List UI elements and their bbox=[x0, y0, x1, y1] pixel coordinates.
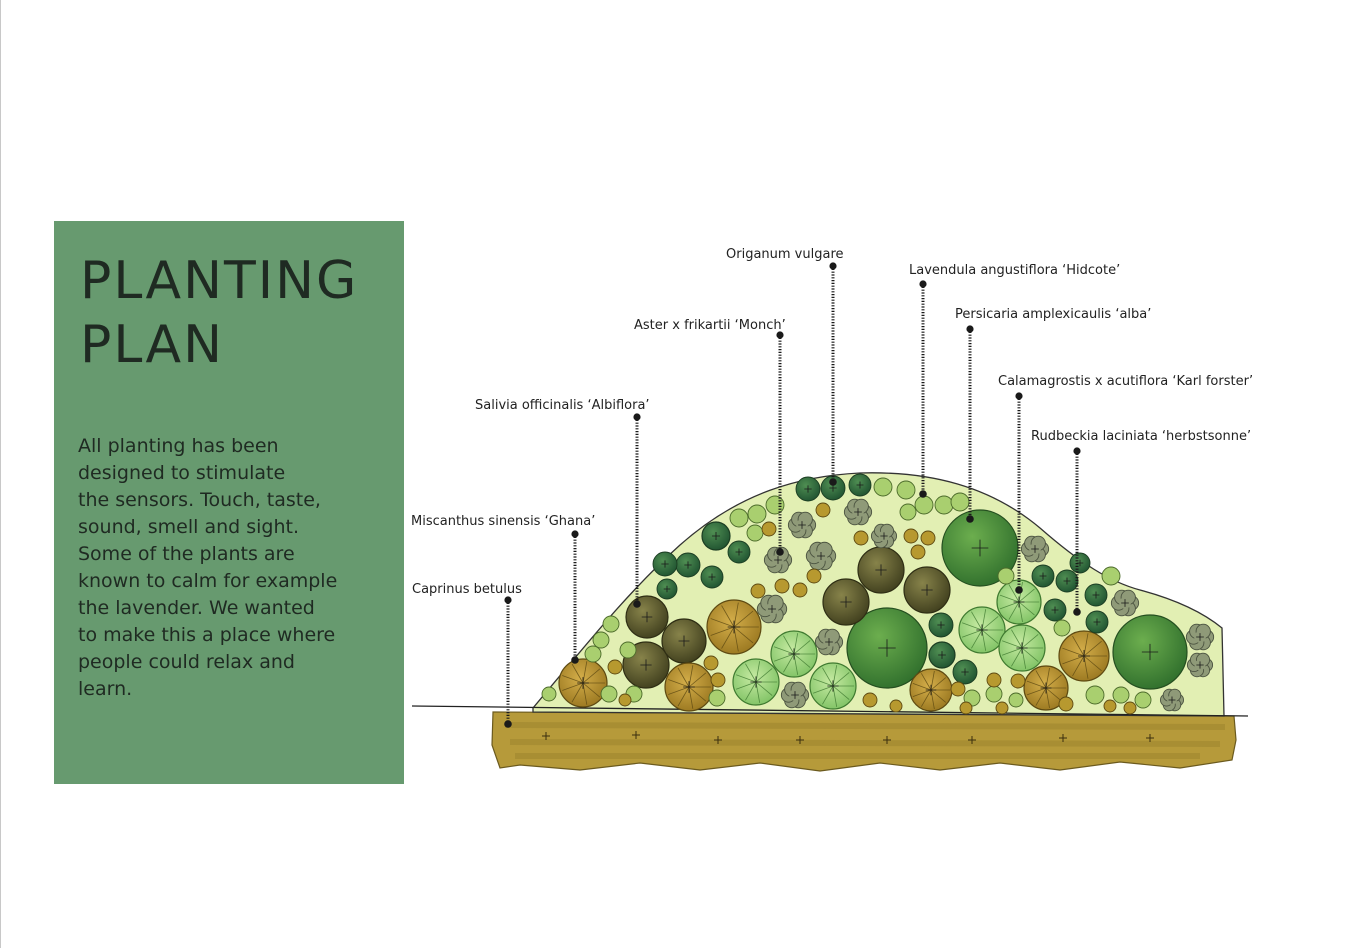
shrub-dark-green bbox=[929, 642, 955, 668]
perennial-small-ochre bbox=[996, 702, 1008, 714]
label-calamagrostis: Calamagrostis x acutiflora ‘Karl forster’ bbox=[998, 374, 1254, 389]
perennial-small-ochre bbox=[951, 682, 965, 696]
grass-ochre bbox=[559, 659, 607, 707]
perennial-small-ochre bbox=[1124, 702, 1136, 714]
perennial-light-green bbox=[1102, 567, 1120, 585]
perennial-grey-green bbox=[815, 629, 842, 655]
perennial-grey-green bbox=[1111, 590, 1138, 616]
perennial-grey-green bbox=[1186, 624, 1213, 650]
grass-pale-green bbox=[733, 659, 779, 705]
label-origanum: Origanum vulgare bbox=[726, 247, 844, 262]
perennial-grey-green bbox=[1187, 653, 1212, 677]
perennial-small-ochre bbox=[987, 673, 1001, 687]
perennial-light-green bbox=[935, 496, 953, 514]
shrub-dark-green bbox=[849, 474, 871, 496]
shrub-dark-green bbox=[1044, 599, 1066, 621]
perennial-grey-green bbox=[757, 595, 786, 623]
perennial-small-ochre bbox=[608, 660, 622, 674]
grass-pale-green bbox=[810, 663, 856, 709]
grass-pale-green bbox=[959, 607, 1005, 653]
perennial-grey-green bbox=[1160, 689, 1183, 711]
shrub-dark-green bbox=[702, 522, 730, 550]
shrub-olive bbox=[626, 596, 668, 638]
perennial-light-green bbox=[897, 481, 915, 499]
shrub-olive bbox=[662, 619, 706, 663]
perennial-grey-green bbox=[1021, 536, 1048, 562]
label-rudbeckia: Rudbeckia laciniata ‘herbstsonne’ bbox=[1031, 429, 1252, 444]
perennial-small-ochre bbox=[1059, 697, 1073, 711]
perennial-small-ochre bbox=[793, 583, 807, 597]
shrub-olive bbox=[858, 547, 904, 593]
perennial-small-ochre bbox=[807, 569, 821, 583]
perennial-small-ochre bbox=[1104, 700, 1116, 712]
description-text: All planting has been designed to stimulate the sensors. Touch, taste, sound, smell and sight. Some of the plants are known to calm for example the lavender. We wanted to make this a place where people could relax and learn. bbox=[78, 435, 338, 700]
perennial-light-green bbox=[1113, 687, 1129, 703]
perennial-light-green bbox=[951, 493, 969, 511]
leader-line bbox=[504, 596, 512, 727]
shrub-dark-green bbox=[1085, 584, 1107, 606]
leader-line bbox=[571, 530, 579, 663]
shrub-dark-green bbox=[701, 566, 723, 588]
perennial-small-ochre bbox=[854, 531, 868, 545]
label-persicaria: Persicaria amplexicaulis ‘alba’ bbox=[955, 307, 1152, 322]
shrub-dark-green bbox=[1032, 565, 1054, 587]
perennial-light-green bbox=[874, 478, 892, 496]
leader-line bbox=[633, 413, 641, 607]
perennial-light-green bbox=[601, 686, 617, 702]
perennial-light-green bbox=[593, 632, 609, 648]
perennial-grey-green bbox=[871, 524, 896, 548]
grass-pale-green bbox=[999, 625, 1045, 671]
shrub-dark-green bbox=[676, 553, 700, 577]
shrub-dark-green bbox=[1056, 570, 1078, 592]
perennial-small-ochre bbox=[863, 693, 877, 707]
perennial-small-ochre bbox=[775, 579, 789, 593]
shrub-dark-green bbox=[929, 613, 953, 637]
perennial-light-green bbox=[986, 686, 1002, 702]
shrub-dark-green bbox=[796, 477, 820, 501]
label-caprinus: Caprinus betulus bbox=[412, 582, 522, 597]
label-lavendula: Lavendula angustiflora ‘Hidcote’ bbox=[909, 263, 1121, 278]
perennial-small-ochre bbox=[904, 529, 918, 543]
shrub-large-green bbox=[1113, 615, 1187, 689]
perennial-light-green bbox=[900, 504, 916, 520]
perennial-light-green bbox=[1135, 692, 1151, 708]
label-aster: Aster x frikartii ‘Monch’ bbox=[634, 318, 786, 333]
perennial-small-ochre bbox=[751, 584, 765, 598]
perennial-small-ochre bbox=[911, 545, 925, 559]
label-miscanthus: Miscanthus sinensis ‘Ghana’ bbox=[411, 514, 596, 529]
perennial-light-green bbox=[1009, 693, 1023, 707]
leader-line bbox=[919, 280, 927, 497]
perennial-light-green bbox=[542, 687, 556, 701]
perennial-grey-green bbox=[781, 682, 808, 708]
shrub-dark-green bbox=[728, 541, 750, 563]
shrub-dark-green bbox=[657, 579, 677, 599]
perennial-small-ochre bbox=[960, 702, 972, 714]
perennial-light-green bbox=[709, 690, 725, 706]
grass-ochre bbox=[707, 600, 761, 654]
perennial-small-ochre bbox=[921, 531, 935, 545]
perennial-light-green bbox=[1054, 620, 1070, 636]
perennial-light-green bbox=[766, 496, 784, 514]
page-title: PLANTING PLAN bbox=[80, 251, 359, 375]
shrub-dark-green bbox=[653, 552, 677, 576]
perennial-small-ochre bbox=[704, 656, 718, 670]
perennial-small-ochre bbox=[711, 673, 725, 687]
perennial-small-ochre bbox=[1011, 674, 1025, 688]
perennial-light-green bbox=[998, 568, 1014, 584]
perennial-small-ochre bbox=[762, 522, 776, 536]
perennial-light-green bbox=[915, 496, 933, 514]
perennial-light-green bbox=[747, 525, 763, 541]
perennial-light-green bbox=[748, 505, 766, 523]
perennial-light-green bbox=[620, 642, 636, 658]
shrub-olive bbox=[823, 579, 869, 625]
perennial-light-green bbox=[603, 616, 619, 632]
perennial-light-green bbox=[730, 509, 748, 527]
grass-ochre bbox=[1059, 631, 1109, 681]
perennial-grey-green bbox=[844, 499, 871, 525]
perennial-small-ochre bbox=[816, 503, 830, 517]
shrub-dark-green bbox=[1086, 611, 1108, 633]
label-salvia: Salivia officinalis ‘Albiflora’ bbox=[475, 398, 650, 413]
shrub-dark-green bbox=[1070, 553, 1090, 573]
grass-ochre bbox=[910, 669, 952, 711]
shrub-dark-green bbox=[953, 660, 977, 684]
grass-ochre bbox=[665, 663, 713, 711]
shrub-olive bbox=[904, 567, 950, 613]
perennial-light-green bbox=[585, 646, 601, 662]
perennial-light-green bbox=[1086, 686, 1104, 704]
perennial-grey-green bbox=[788, 512, 815, 538]
leader-line bbox=[829, 262, 837, 485]
perennial-grey-green bbox=[806, 542, 835, 570]
perennial-small-ochre bbox=[890, 700, 902, 712]
grass-pale-green bbox=[771, 631, 817, 677]
perennial-small-ochre bbox=[619, 694, 631, 706]
